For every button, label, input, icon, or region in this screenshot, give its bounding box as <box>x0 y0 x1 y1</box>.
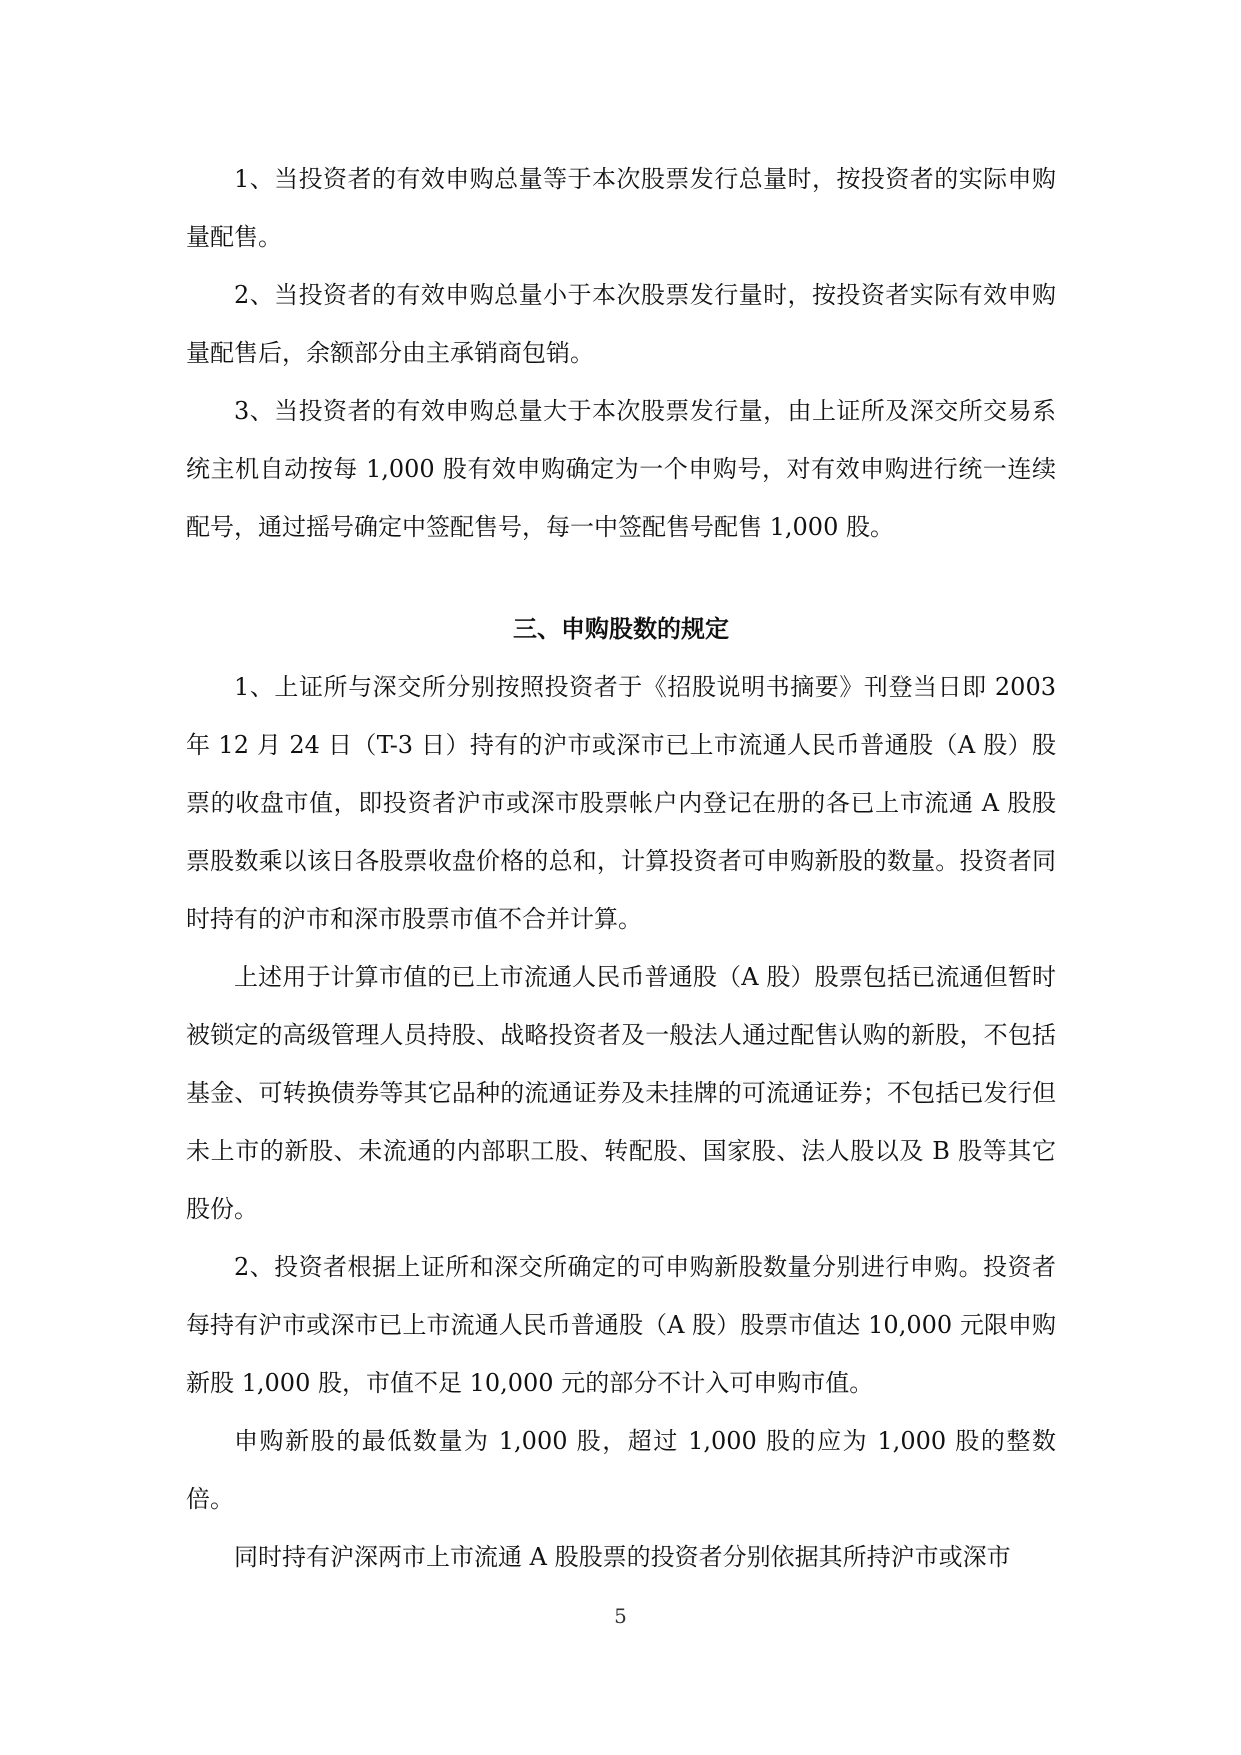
page-body <box>186 150 1056 1586</box>
allocation-rule-3: 3、当投资者的有效申购总量大于本次股票发行量，由上证所及深交所交易系统主机自动按每 1,000 股有效申购确定为一个申购号，对有效申购进行统一连续配号，通过摇号确定中签配售号，每一中签配售号配售 1,000 股。 <box>186 397 1056 541</box>
allocation-rule-2: 2、当投资者的有效申购总量小于本次股票发行量时，按投资者实际有效申购量配售后，余额部分由主承销商包销。 <box>186 281 1056 367</box>
section-paragraph-2: 上述用于计算市值的已上市流通人民币普通股（A 股）股票包括已流通但暂时被锁定的高级管理人员持股、战略投资者及一般法人通过配售认购的新股，不包括基金、可转换债券等其它品种的流通证券及未挂牌的可流通证券；不包括已发行但未上市的新股、未流通的内部职工股、转配股、国家股、法人股以及 B 股等其它股份。 <box>186 963 1056 1223</box>
section-paragraph-4: 申购新股的最低数量为 1,000 股，超过 1,000 股的应为 1,000 股的整数倍。 <box>186 1427 1056 1513</box>
section-paragraph-1: 1、上证所与深交所分别按照投资者于《招股说明书摘要》刊登当日即 2003 年 12 月 24 日（T-3 日）持有的沪市或深市已上市流通人民币普通股（A 股）股票的收盘市值，即投资者沪市或深市股票帐户内登记在册的各已上市流通 A 股股票股数乘以该日各股票收盘价格的总和，计算投资者可申购新股的数量。投资者同时持有的沪市和深市股票市值不合并计算。 <box>186 673 1056 933</box>
allocation-rule-1: 1、当投资者的有效申购总量等于本次股票发行总量时，按投资者的实际申购量配售。 <box>186 165 1056 251</box>
section-heading: 三、申购股数的规定 <box>513 615 729 643</box>
section-paragraph-5: 同时持有沪深两市上市流通 A 股股票的投资者分别依据其所持沪市或深市 <box>234 1543 1011 1571</box>
spacer <box>186 556 1056 600</box>
page-number: 5 <box>614 1604 627 1628</box>
section-paragraph-3: 2、投资者根据上证所和深交所确定的可申购新股数量分别进行申购。投资者每持有沪市或深市已上市流通人民币普通股（A 股）股票市值达 10,000 元限申购新股 1,000 股，市值不足 10,000 元的部分不计入可申购市值。 <box>186 1253 1056 1397</box>
